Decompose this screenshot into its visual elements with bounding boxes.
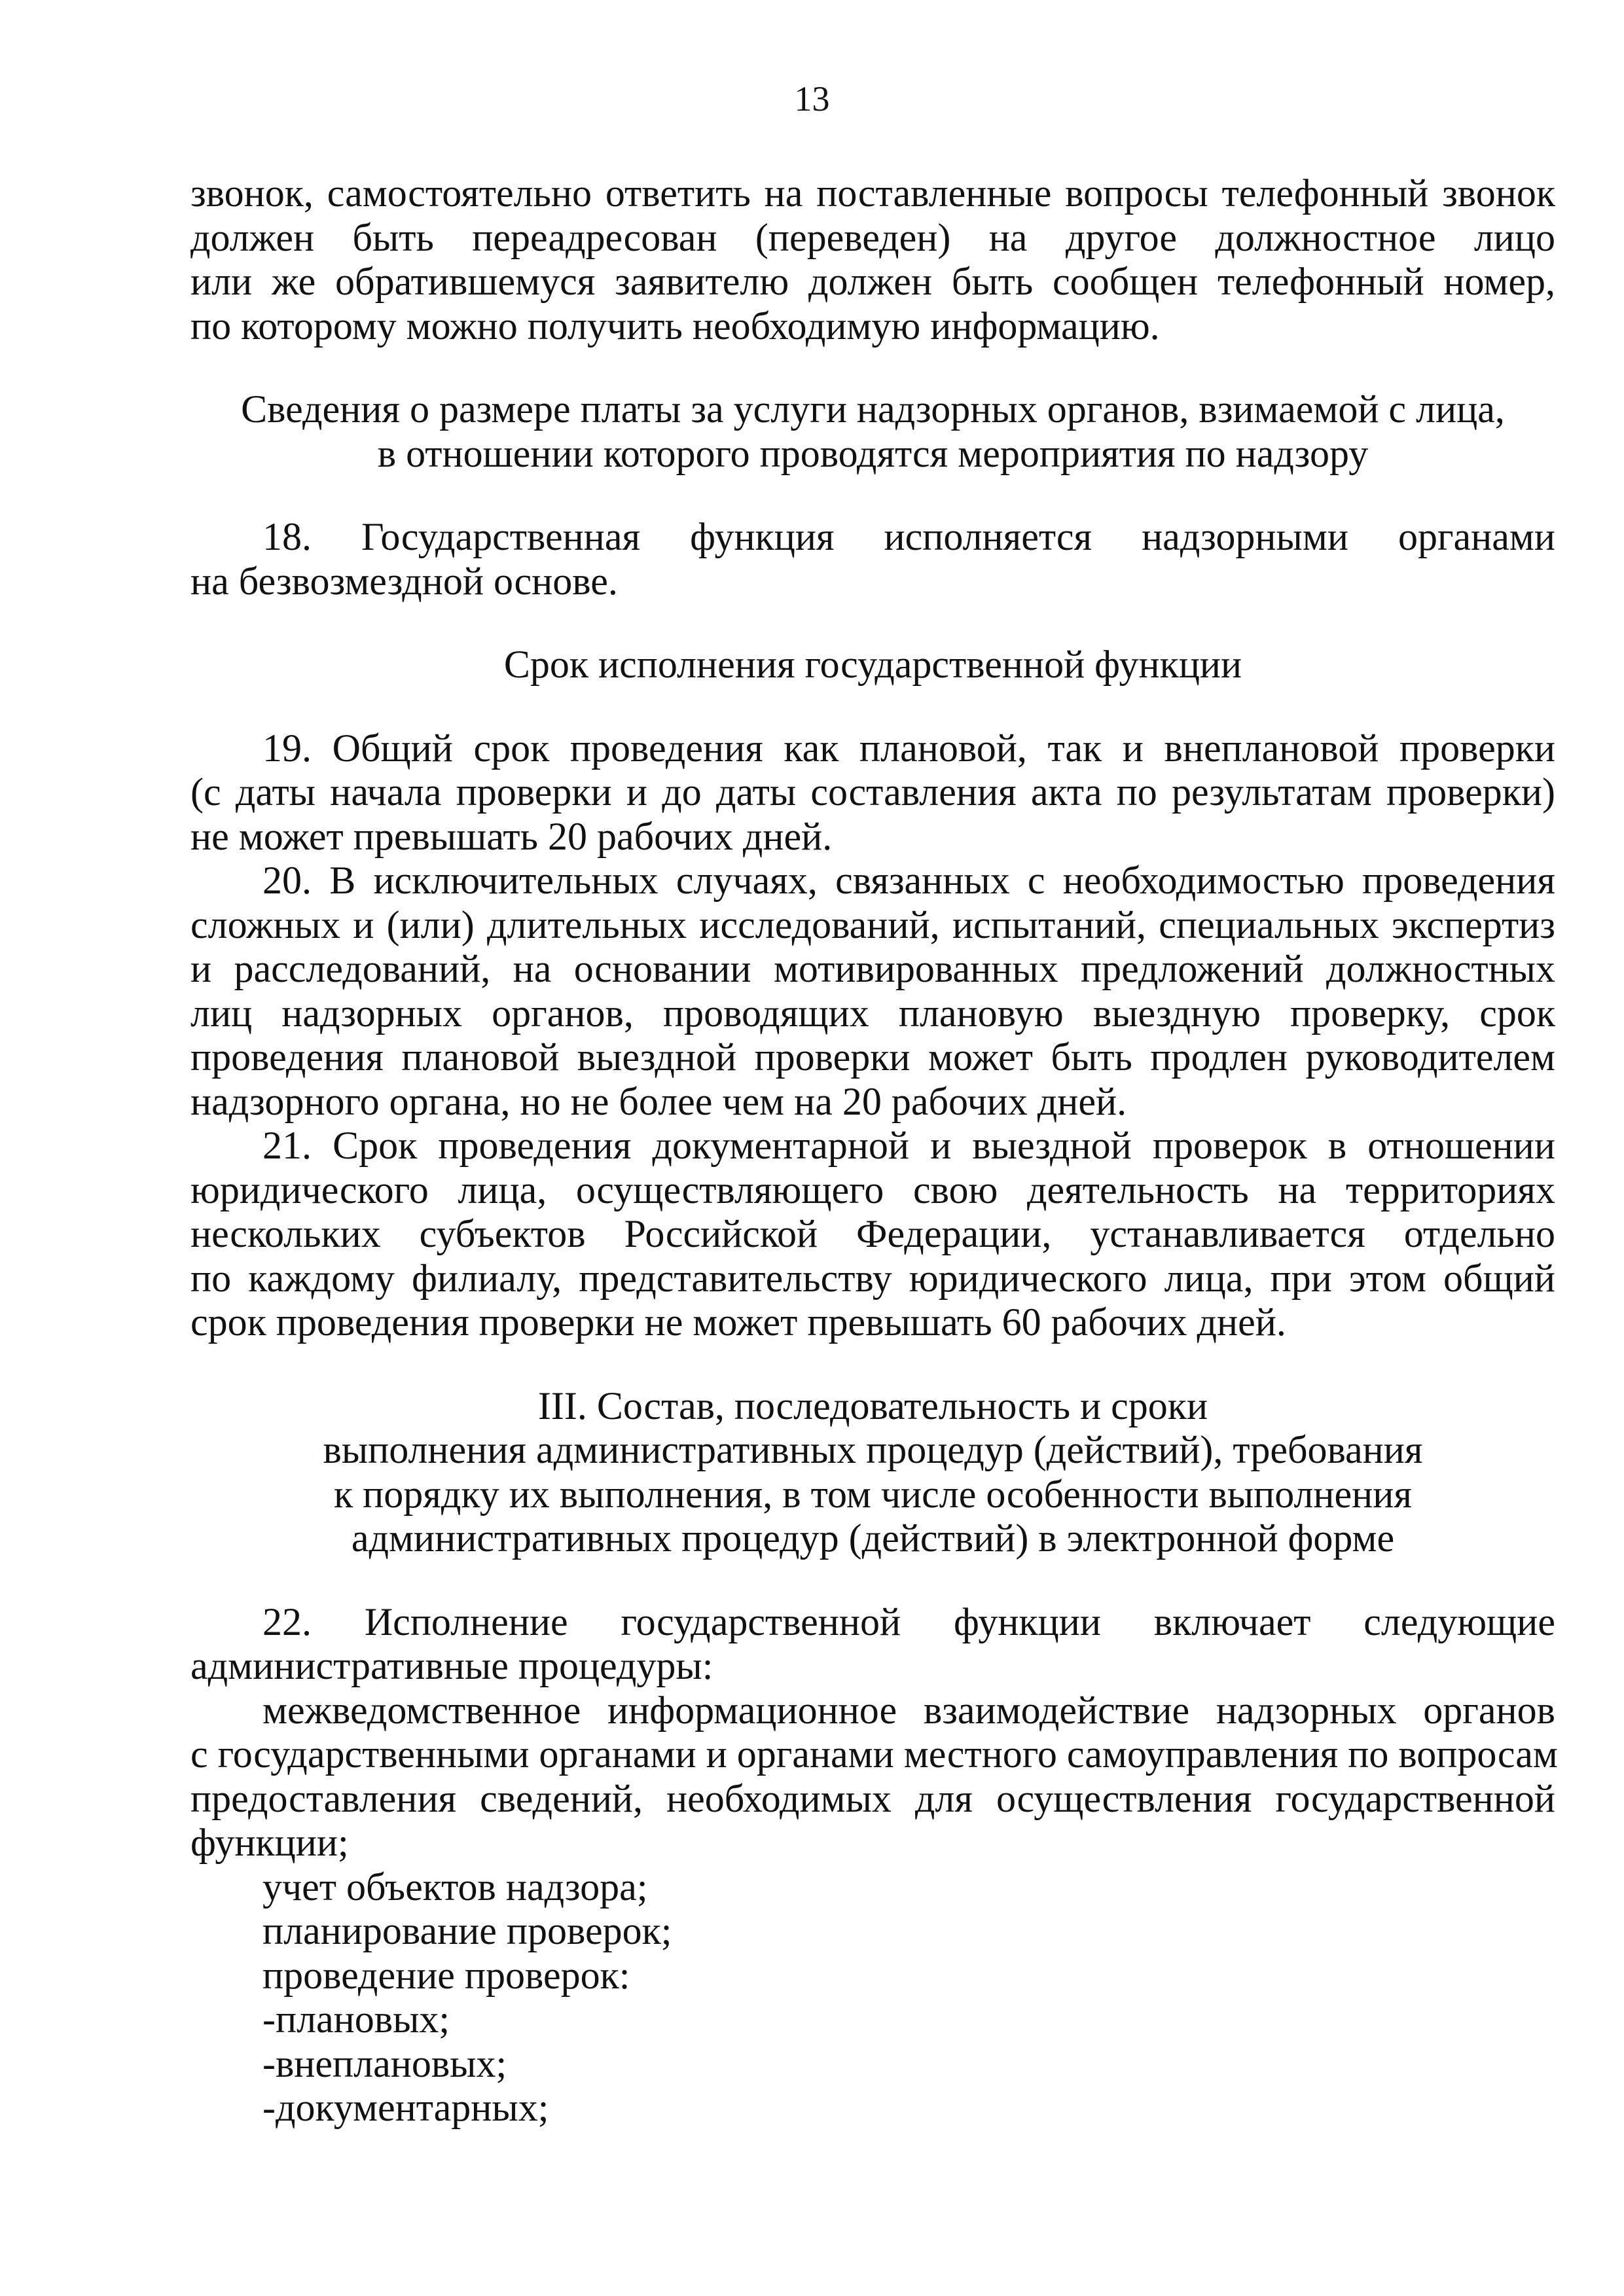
heading-line: Сведения о размере платы за услуги надзорных органов, взимаемой с лица, [241,387,1505,431]
text-line: -плановых; [262,1998,450,2041]
text-line: по которому можно получить необходимую информацию. [190,304,1160,348]
text-line: или же обратившемуся заявителю должен быть сообщен телефонный номер, [190,260,1555,303]
text-line: -внеплановых; [262,2041,507,2085]
text-line: (с даты начала проверки и до даты составления акта по результатам проверки) [190,770,1555,814]
text-line: лиц надзорных органов, проводящих плановую выездную проверку, срок [190,991,1555,1035]
heading-line: к порядку их выполнения, в том числе особенности выполнения [334,1472,1412,1516]
text-line: должен быть переадресован (переведен) на другое должностное лицо [190,215,1555,259]
paragraph [190,726,1555,1345]
text-line: учет объектов надзора; [262,1865,648,1909]
text-line: -документарных; [262,2086,549,2129]
text-line: звонок, самостоятельно ответить на поставленные вопросы телефонный звонок [190,171,1555,215]
text-line: надзорного органа, но не более чем на 20 рабочих дней. [190,1079,1127,1123]
text-line: сложных и (или) длительных исследований, испытаний, специальных экспертиз [190,903,1555,946]
paragraph [190,515,1555,603]
text-line: проведения плановой выездной проверки может быть продлен руководителем [190,1035,1555,1079]
text-line: с государственными органами и органами местного самоуправления по вопросам [190,1732,1558,1776]
text-line: межведомственное информационное взаимодействие надзорных органов [262,1688,1555,1732]
text-line: 19. Общий срок проведения как плановой, так и внеплановой проверки [262,726,1555,770]
text-line: юридического лица, осуществляющего свою деятельность на территориях [190,1168,1555,1211]
paragraph [190,1600,1558,2130]
heading-line: выполнения административных процедур (действий), требования [323,1428,1423,1471]
text-line: административные процедуры: [190,1644,713,1687]
text-line: предоставления сведений, необходимых для осуществления государственной [190,1776,1555,1820]
text-line: 20. В исключительных случаях, связанных с необходимостью проведения [262,859,1555,902]
section-heading [190,643,1555,687]
text-line: по каждому филиалу, представительству юридического лица, при этом общий [190,1256,1555,1300]
text-line: 22. Исполнение государственной функции включает следующие [262,1600,1555,1643]
paragraph [190,171,1555,348]
document-body [190,171,1558,2130]
page-number: 13 [794,79,830,118]
heading-line: в отношении которого проводятся мероприятия по надзору [377,431,1369,475]
text-line: на безвозмездной основе. [190,559,618,603]
text-line: проведение проверок: [262,1953,630,1997]
text-line: планирование проверок; [262,1909,672,1952]
section-heading [190,387,1555,476]
text-line: и расследований, на основании мотивированных предложений должностных [190,947,1555,990]
text-line: 21. Срок проведения документарной и выездной проверок в отношении [262,1124,1555,1167]
text-line: срок проведения проверки не может превышать 60 рабочих дней. [190,1300,1286,1344]
section-heading [190,1384,1555,1561]
text-line: функции; [190,1821,349,1864]
text-line: нескольких субъектов Российской Федерации, устанавливается отдельно [190,1212,1555,1255]
heading-line: административных процедур (действий) в электронной форме [351,1516,1395,1560]
heading-line: Срок исполнения государственной функции [503,643,1242,686]
text-line: не может превышать 20 рабочих дней. [190,814,833,858]
text-line: 18. Государственная функция исполняется надзорными органами [262,515,1555,558]
heading-line: III. Состав, последовательность и сроки [537,1384,1208,1427]
